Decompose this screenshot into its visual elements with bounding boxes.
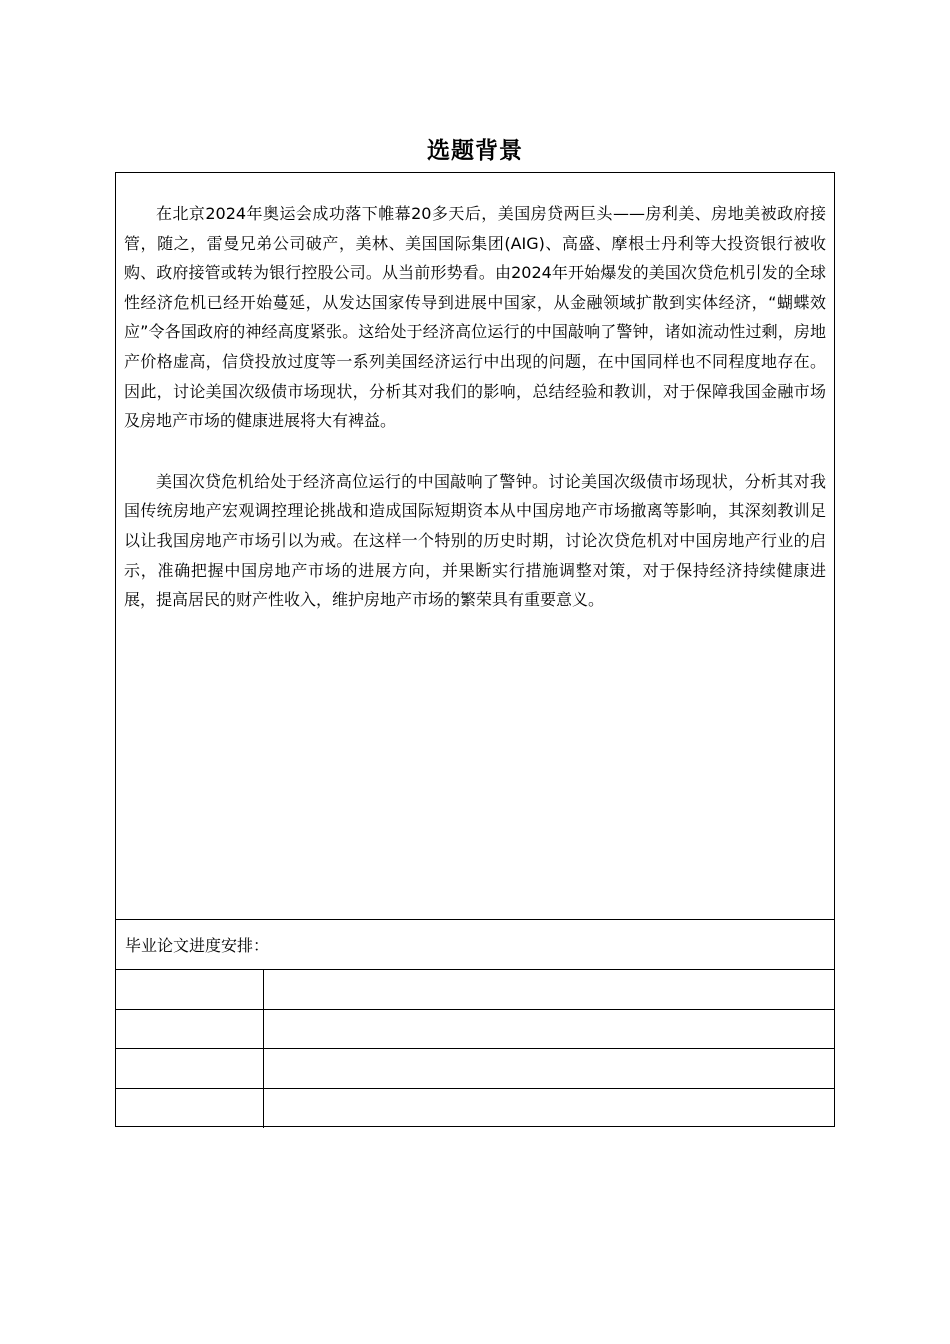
schedule-stage-cell: [116, 970, 264, 1009]
schedule-content-cell: [264, 970, 834, 1009]
schedule-content-cell: [264, 1049, 834, 1088]
schedule-table: [116, 970, 834, 1128]
page-title: 选题背景: [427, 138, 523, 164]
schedule-row: [116, 1010, 834, 1050]
schedule-row: [116, 1049, 834, 1089]
form-table: [115, 172, 835, 1127]
schedule-row: [116, 1089, 834, 1129]
background-paragraph-1: 在北京2024年奥运会成功落下帷幕20多天后，美国房贷两巨头——房利美、房地美被政府接管，随之，雷曼兄弟公司破产，美林、美国国际集团(AIG)、高盛、摩根士丹利等大投资银行被收购、政府接管或转为银行控股公司。从当前形势看。由2024年开始爆发的美国次贷危机引发的全球性经济危机已经开始蔓延，从发达国家传导到进展中国家，从金融领域扩散到实体经济，“蝴蝶效应”令各国政府的神经高度紧张。这给处于经济高位运行的中国敲响了警钟，诸如流动性过剩，房地产价格虚高，信贷投放过度等一系列美国经济运行中出现的问题，在中国同样也不同程度地存在。因此，讨论美国次级债市场现状，分析其对我们的影响，总结经验和教训，对于保障我国金融市场及房地产市场的健康进展将大有裨益。: [124, 204, 826, 431]
schedule-stage-cell: [116, 1010, 264, 1049]
schedule-row: [116, 970, 834, 1010]
schedule-stage-cell: [116, 1049, 264, 1088]
background-section: [116, 173, 834, 920]
schedule-content-cell: [264, 1089, 834, 1129]
schedule-stage-cell: [116, 1089, 264, 1129]
schedule-label: 毕业论文进度安排：: [116, 920, 834, 970]
schedule-content-cell: [264, 1010, 834, 1049]
background-paragraph-2: 美国次贷危机给处于经济高位运行的中国敲响了警钟。讨论美国次级债市场现状，分析其对我国传统房地产宏观调控理论挑战和造成国际短期资本从中国房地产市场撤离等影响，其深刻教训足以让我国房地产市场引以为戒。在这样一个特别的历史时期，讨论次贷危机对中国房地产行业的启示，准确把握中国房地产市场的进展方向，并果断实行措施调整对策，对于保持经济持续健康进展，提高居民的财产性收入，维护房地产市场的繁荣具有重要意义。: [124, 471, 826, 610]
